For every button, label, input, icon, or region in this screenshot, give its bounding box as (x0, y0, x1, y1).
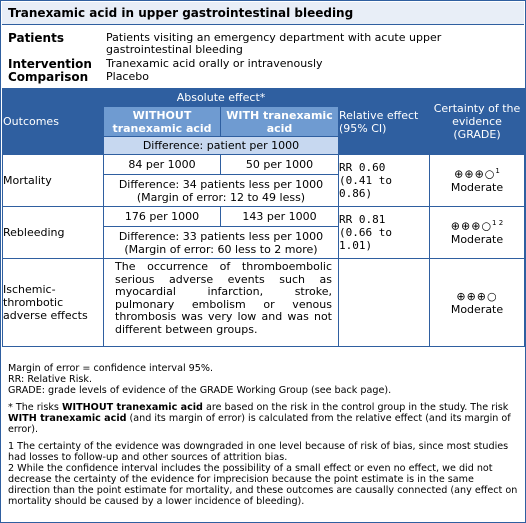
rebleeding-relative (339, 207, 430, 259)
pico-value: Placebo (106, 70, 149, 83)
relative-ci: (0.41 to 0.86) (339, 174, 392, 200)
note-emphasis: WITHOUT tranexamic acid (61, 402, 203, 413)
mortality-with: 50 per 1000 (221, 155, 339, 175)
pico-section (1, 29, 525, 87)
relative-value: RR 0.60 (339, 161, 386, 174)
grade-footnote-ref: 1 (495, 167, 500, 176)
difference-text: Difference: 33 patients less per 1000 (118, 229, 324, 243)
ischemic-description: The occurrence of thromboembolic serious adverse events such as myocardial infarction, stroke, pulmonary embolism or venous thrombosis was very low and was not different between groups. (104, 259, 339, 347)
grade-footnote-ref: 1 2 (492, 219, 504, 228)
grade-symbols: ⊕⊕⊕○ (454, 167, 496, 181)
mortality-certainty (430, 155, 525, 207)
pico-label: Patients (8, 31, 64, 45)
note-margin: Margin of error = confidence interval 95%. (8, 363, 214, 374)
mortality-relative (339, 155, 430, 207)
outcome-ischemic-thrombotic: Ischemic-thrombotic adverse effects (3, 259, 104, 347)
title-bar (2, 2, 524, 25)
absolute-effect-header: Absolute effect* (104, 89, 339, 107)
note-text: * The risks (8, 402, 62, 413)
outcome-rebleeding: Rebleeding (3, 207, 104, 259)
pico-label: Comparison (8, 70, 89, 84)
mortality-difference (104, 175, 339, 207)
grade-symbols: ⊕⊕⊕○ (456, 289, 498, 303)
note-rr: RR: Relative Risk. (8, 374, 92, 385)
grade-label: Moderate (450, 180, 504, 194)
outcomes-header: Outcomes (3, 89, 104, 155)
note-text: are based on the risk in the control group in the study. The risk (202, 402, 509, 413)
note-emphasis: WITH tranexamic acid (8, 413, 127, 424)
difference-header: Difference: patient per 1000 (104, 137, 339, 155)
difference-text: Difference: 34 patients less per 1000 (118, 177, 324, 191)
outcome-mortality: Mortality (3, 155, 104, 207)
rebleeding-certainty (430, 207, 525, 259)
pico-label: Intervention (8, 57, 92, 71)
grade-symbols: ⊕⊕⊕○ (450, 219, 493, 233)
note-risk-definition (8, 402, 518, 435)
findings-table (2, 88, 525, 347)
margin-text: (Margin of error: 12 to 49 less) (136, 190, 306, 204)
relative-ci: (0.66 to 1.01) (339, 226, 392, 252)
note-grade: GRADE: grade levels of evidence of the GRADE Working Group (see back page). (8, 385, 392, 396)
pico-value: Tranexamic acid orally or intravenously (106, 57, 323, 70)
certainty-header: Certainty of the evidence (GRADE) (430, 89, 525, 155)
footnotes (2, 363, 518, 507)
grade-label: Moderate (450, 232, 504, 246)
note-text: (and its margin of error) is calculated from the relative effect (and its margin of error). (8, 413, 511, 435)
relative-value: RR 0.81 (339, 213, 386, 226)
ischemic-certainty (430, 259, 525, 347)
note-1: 1 The certainty of the evidence was downgraded in one level because of risk of bias, since most studies had losses to follow-up and other sources of attrition bias. (8, 441, 509, 463)
ischemic-relative-empty (339, 259, 430, 347)
with-header: WITH tranexamic acid (221, 107, 339, 137)
mortality-without: 84 per 1000 (104, 155, 221, 175)
relative-effect-header: Relative effect (95% CI) (339, 89, 430, 155)
without-header: WITHOUT tranexamic acid (104, 107, 221, 137)
page-title: Tranexamic acid in upper gastrointestinal bleeding (8, 6, 354, 20)
pico-value: Patients visiting an emergency department with acute upper gastrointestinal bleeding (106, 31, 442, 56)
rebleeding-without: 176 per 1000 (104, 207, 221, 227)
rebleeding-with: 143 per 1000 (221, 207, 339, 227)
note-2: 2 While the confidence interval includes the possibility of a small effect or even no effect, we did not decrease the certainty of the evidence for imprecision because the point estimate is in the same direction than the point estimate for mortality, and these outcomes are causally connected (any effect on mortality should be caused by a lower incidence of bleeding). (8, 463, 518, 507)
rebleeding-difference (104, 227, 339, 259)
grade-label: Moderate (450, 302, 504, 316)
margin-text: (Margin of error: 60 less to 2 more) (124, 242, 318, 256)
